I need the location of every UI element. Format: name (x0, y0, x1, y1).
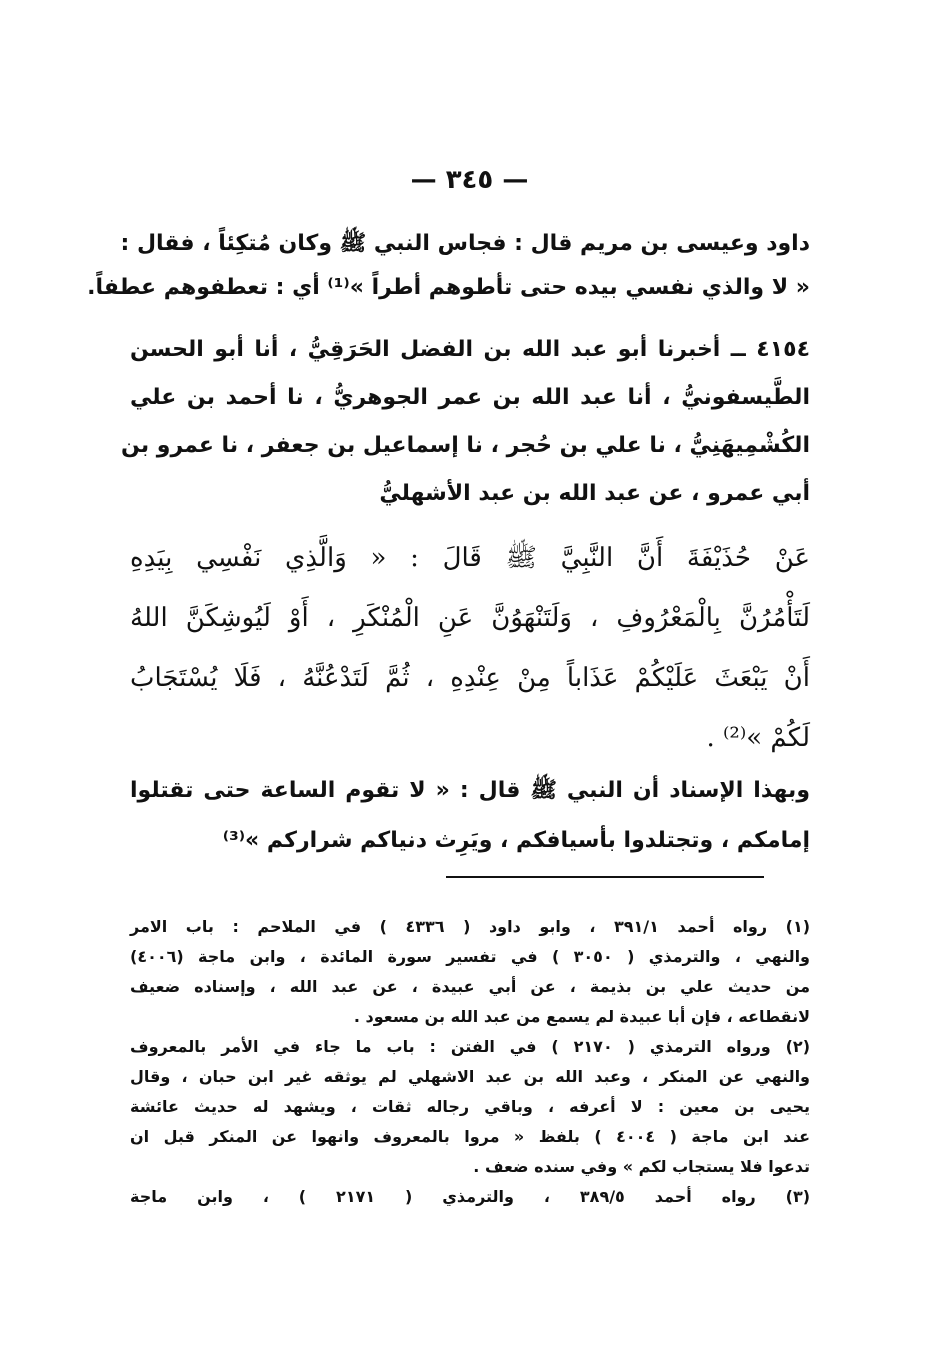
footnotes (130, 912, 810, 1212)
footnote-line: تدعوا فلا يستجاب لكم » وفي سنده ضعف . (473, 1157, 810, 1176)
text-line: ٤١٥٤ ــ أخبرنا أبو عبد الله بن الفضل الحَرَقِيُّ ، أنا أبو الحسن (130, 337, 810, 362)
isnad-paragraph (121, 326, 810, 518)
text-line: داود وعيسى بن مريم قال : فجاس النبي ﷺ وكان مُتكِئاً ، فقال : (120, 231, 810, 256)
text-line: عَنْ حُذَيْفَةَ أَنَّ النَّبِيَّ ﷺ قَالَ : « وَالَّذِي نَفْسِي بِيَدِهِ (130, 543, 810, 573)
footnote-line: عند ابن ماجة ( ٤٠٠٤ ) بلفظ « مروا بالمعروف وانهوا عن المنكر قبل ان (130, 1127, 810, 1146)
footnote-line: (١) رواه أحمد ٣٩١/١ ، وابو داود ( ٤٣٣٦ ) في الملاحم : باب الامر (130, 917, 811, 936)
text-line: لَكُمْ »⁽²⁾ . (706, 723, 810, 753)
text-line: أَنْ يَبْعَثَ عَلَيْكُمْ عَذَاباً مِنْ عِنْدِهِ ، ثُمَّ لَتَدْعُنَّهُ ، فَلَا يُسْتَجَابُ (130, 663, 810, 693)
hadith-text (130, 528, 810, 768)
text-line: « لا والذي نفسي بيده حتى تأطوهم أطراً »⁽¹⁾ أي : تعطفوهم عطفاً. (87, 275, 810, 300)
footnote-line: والنهي عن المنكر ، وعبد الله بن عبد الاشهلي لم يوثقه غير ابن حبان ، وقال (130, 1067, 810, 1086)
footnote-line: يحيى بن معين : لا أعرفه ، وباقي رجاله ثقات ، ويشهد له حديث عائشة (130, 1097, 810, 1116)
text-line: الكُشْمِيهَنِيُّ ، نا علي بن حُجر ، نا إسماعيل بن جعفر ، نا عمرو بن (121, 433, 810, 458)
footnote-line: (٢) ورواه الترمذي ( ٢١٧٠ ) في الفتن : باب ما جاء في الأمر بالمعروف (130, 1037, 810, 1056)
text-line: لَتَأْمُرُنَّ بِالْمَعْرُوفِ ، وَلَتَنْهَوُنَّ عَنِ الْمُنْكَرِ ، أَوْ لَيُوشِكَنَّ اللهُ (130, 603, 810, 633)
page-number: — ٣٤٥ — (410, 165, 529, 195)
paragraph-continuation (87, 222, 810, 310)
text-line: أبي عمرو ، عن عبد الله بن عبد الأشهليُّ (379, 481, 810, 506)
footnote-line: (٣) رواه أحمد ٣٨٩/٥ ، والترمذي ( ٢١٧١ ) ، وابن ماجة (130, 1187, 811, 1206)
footnote-divider (446, 876, 764, 878)
text-line: وبهذا الإسناد أن النبي ﷺ قال : « لا تقوم الساعة حتى تقتلوا (130, 778, 810, 803)
footnote-line: والنهي ، والترمذي ( ٣٠٥٠ ) في تفسير سورة المائدة ، وابن ماجة (٤٠٠٦) (130, 947, 811, 966)
text-line: الطَّيسفونيُّ ، أنا عبد الله بن عمر الجوهريُّ ، نا أحمد بن علي (130, 385, 810, 410)
footnote-line: من حديث علي بن بذيمة ، عن أبي عبيدة ، عن عبد الله ، وإسناده ضعيف (130, 977, 810, 996)
footnote-line: لانقطاعه ، فإن أبا عبيدة لم يسمع من عبد الله بن مسعود . (353, 1007, 810, 1026)
paragraph-isnad-continuation (130, 766, 810, 866)
text-line: إمامكم ، وتجتلدوا بأسيافكم ، ويَرِث دنياكم شراركم »⁽³⁾ (222, 828, 810, 853)
